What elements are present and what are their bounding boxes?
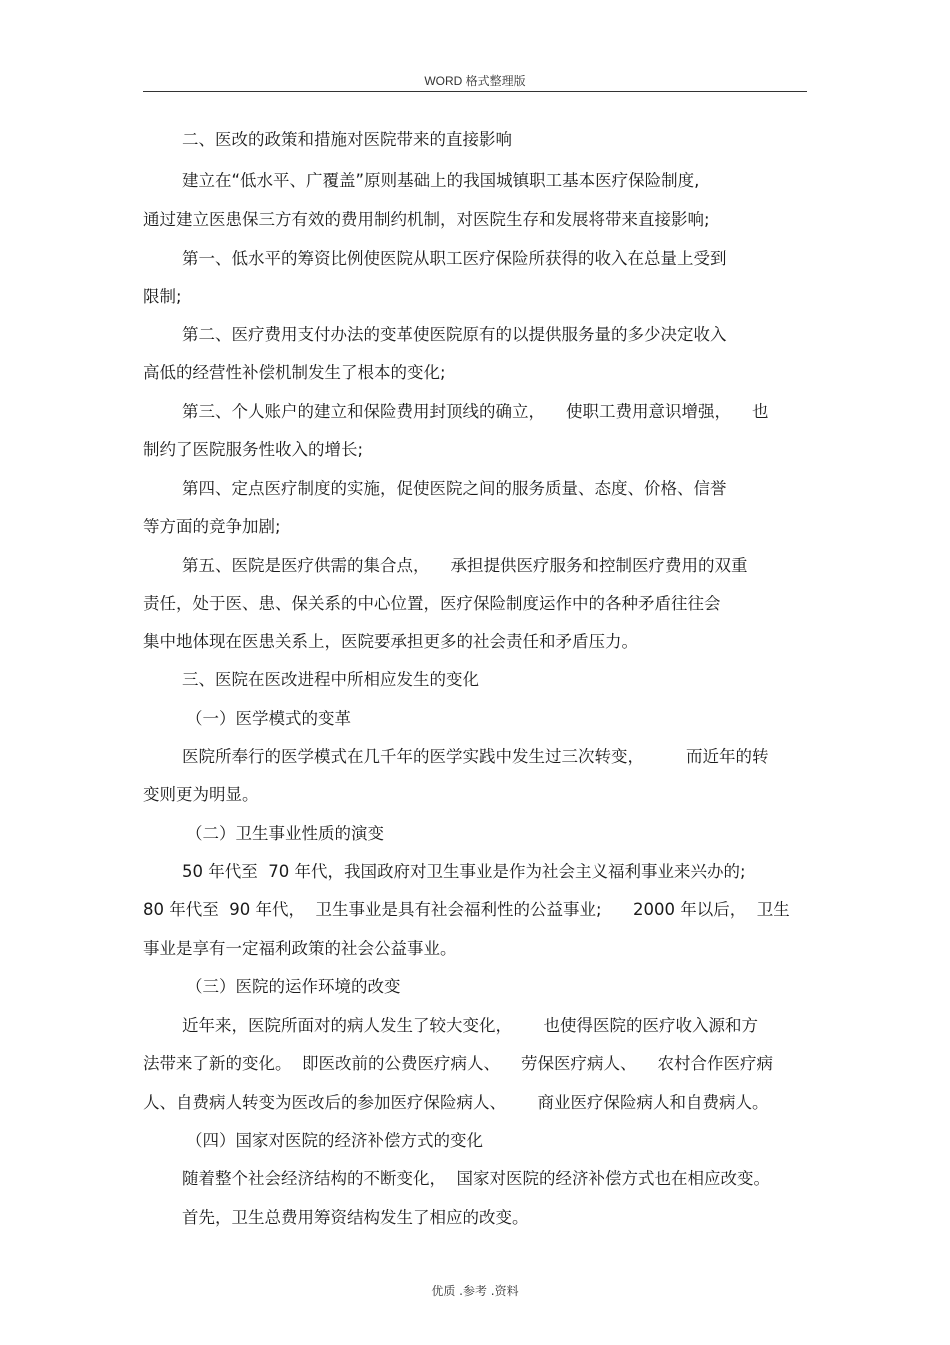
paragraph-line: 高低的经营性补偿机制发生了根本的变化; <box>143 363 446 382</box>
paragraph-line: 医院所奉行的医学模式在几千年的医学实践中发生过三次转变， 而近年的转 <box>182 747 769 766</box>
paragraph-line: 责任，处于医、患、保关系的中心位置，医疗保险制度运作中的各种矛盾往往会 <box>143 594 721 613</box>
paragraph-line: 首先，卫生总费用筹资结构发生了相应的改变。 <box>182 1208 529 1227</box>
paragraph-line: 集中地体现在医患关系上，医院要承担更多的社会责任和矛盾压力。 <box>143 632 638 651</box>
paragraph-line: 随着整个社会经济结构的不断变化， 国家对医院的经济补偿方式也在相应改变。 <box>182 1169 770 1188</box>
paragraph-line: 第二、医疗费用支付办法的变革使医院原有的以提供服务量的多少决定收入 <box>182 325 727 344</box>
section-heading: 三、医院在医改进程中所相应发生的变化 <box>182 670 479 689</box>
page-footer: 优质 .参考 .资料 <box>431 1284 519 1298</box>
paragraph-line: 建立在“低水平、广覆盖”原则基础上的我国城镇职工基本医疗保险制度, <box>182 171 700 190</box>
header-divider <box>143 91 807 92</box>
paragraph-line: 50 年代至 70 年代，我国政府对卫生事业是作为社会主义福利事业来兴办的; <box>182 862 746 881</box>
page-header: WORD 格式整理版 <box>424 74 526 88</box>
paragraph-line: 通过建立医患保三方有效的费用制约机制，对医院生存和发展将带来直接影响; <box>143 210 710 229</box>
subsection-heading: （二）卫生事业性质的演变 <box>186 824 384 843</box>
paragraph-line: 变则更为明显。 <box>143 785 259 804</box>
paragraph-line: 第四、定点医疗制度的实施，促使医院之间的服务质量、态度、价格、信誉 <box>182 479 727 498</box>
paragraph-line: 第五、医院是医疗供需的集合点， 承担提供医疗服务和控制医疗费用的双重 <box>182 556 748 575</box>
paragraph-line: 80 年代至 90 年代， 卫生事业是具有社会福利性的公益事业; 2000 年以后， 卫生 <box>143 900 790 919</box>
section-heading: 二、医改的政策和措施对医院带来的直接影响 <box>182 130 512 149</box>
paragraph-line: 等方面的竞争加剧; <box>143 517 281 536</box>
paragraph-line: 第三、个人账户的建立和保险费用封顶线的确立， 使职工费用意识增强， 也 <box>182 402 769 421</box>
paragraph-line: 法带来了新的变化。 即医改前的公费医疗病人、 劳保医疗病人、 农村合作医疗病 <box>143 1054 773 1073</box>
subsection-heading: （四）国家对医院的经济补偿方式的变化 <box>186 1131 483 1150</box>
paragraph-line: 限制; <box>143 287 182 306</box>
paragraph-line: 人、自费病人转变为医改后的参加医疗保险病人、 商业医疗保险病人和自费病人。 <box>143 1093 769 1112</box>
subsection-heading: （三）医院的运作环境的改变 <box>186 977 401 996</box>
paragraph-line: 近年来，医院所面对的病人发生了较大变化， 也使得医院的医疗收入源和方 <box>182 1016 758 1035</box>
paragraph-line: 第一、低水平的筹资比例使医院从职工医疗保险所获得的收入在总量上受到 <box>182 249 727 268</box>
paragraph-line: 事业是享有一定福利政策的社会公益事业。 <box>143 939 457 958</box>
subsection-heading: （一）医学模式的变革 <box>186 709 351 728</box>
paragraph-line: 制约了医院服务性收入的增长; <box>143 440 364 459</box>
